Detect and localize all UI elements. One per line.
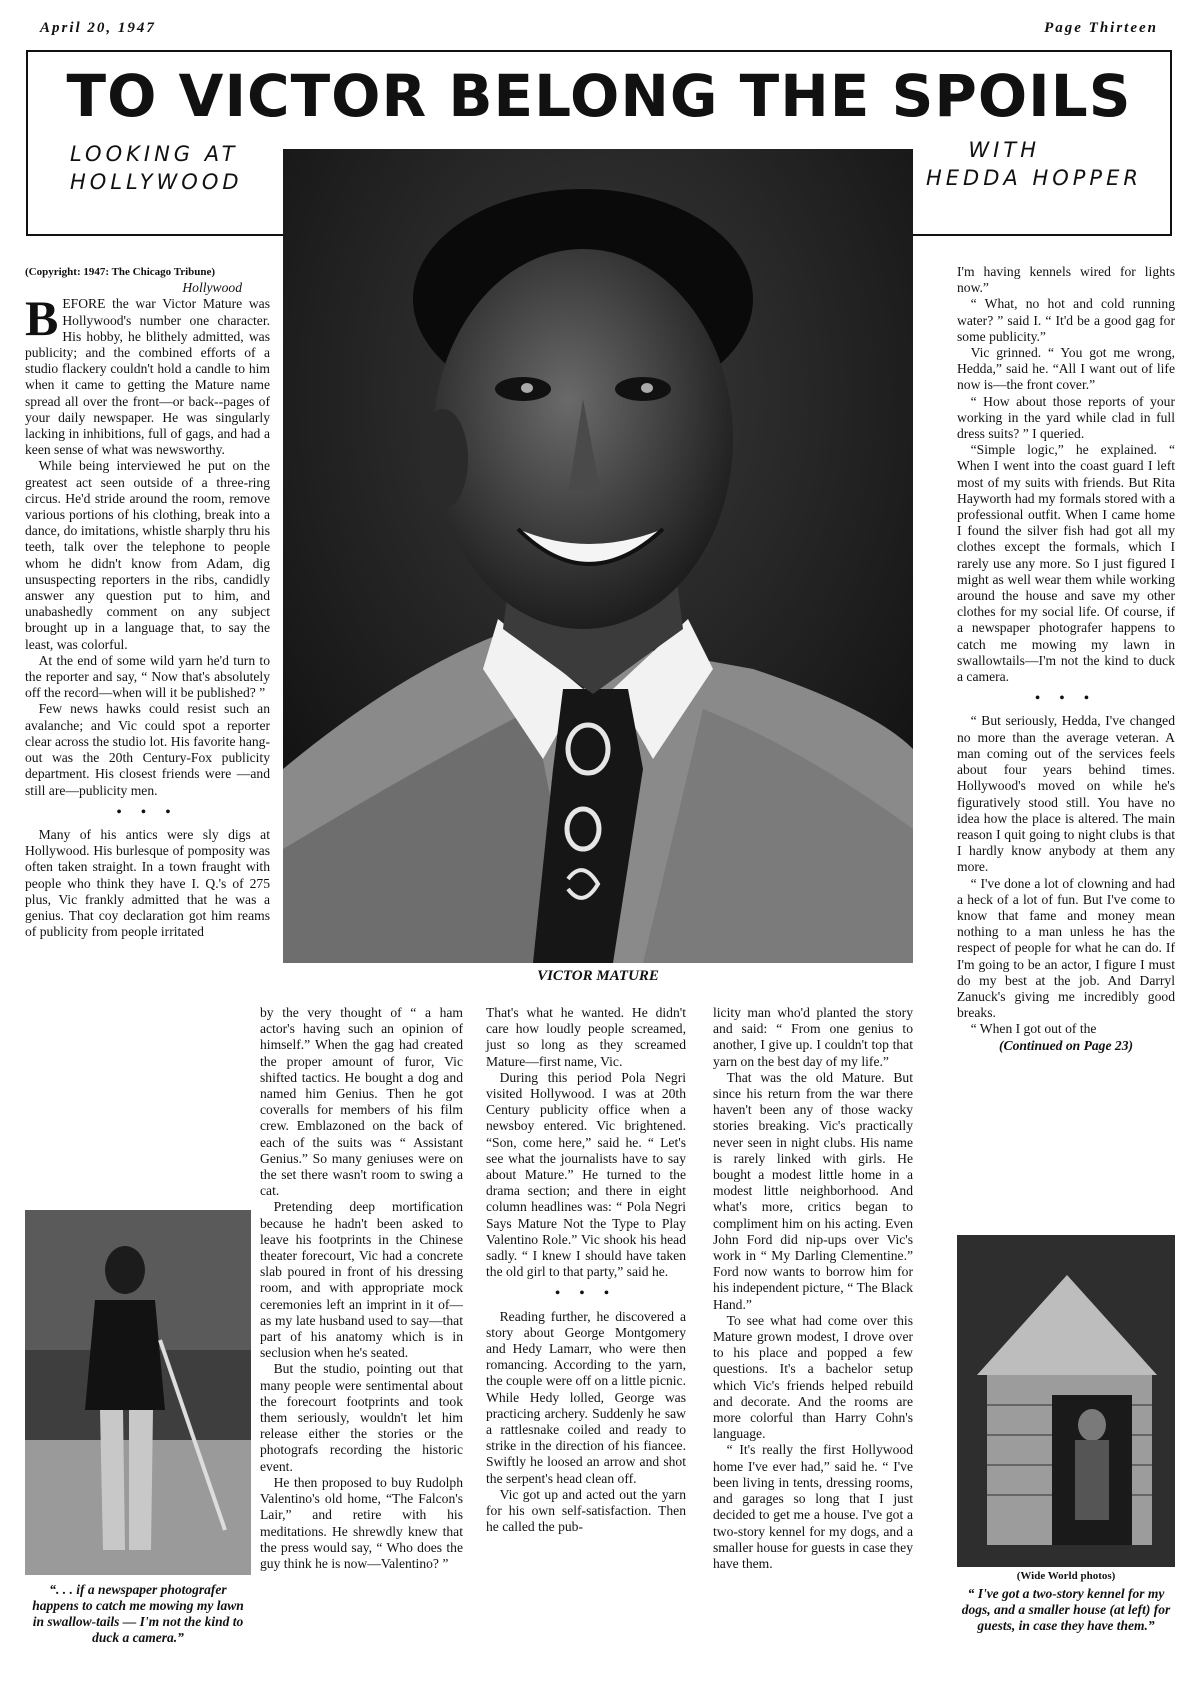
copyright-line: (Copyright: 1947: The Chicago Tribune): [25, 266, 216, 278]
article-paragraph: While being interviewed he put on the greatest act seen outside of a three-ring circus. He'd stride around the room, remove various portions of his clothing, break into a dance, do imitations, whistle sharply thru his teeth, talk over the telephone to people whom he didn't know from Adam, dig unsuspecting reporters in the ribs, candidly answer any question put to him, and unabashedly comment on any subject brought up in a language that, to say the least, was colorful.: [25, 458, 270, 652]
article-paragraph: “Simple logic,” he explained. “ When I went into the coast guard I left most of my suits with friends. But Rita Hayworth had my formals stored with a professional outfit. When I came home I found the silver fish had got all my clothes except the formals, which I rarely use any more. So I just figured I might as well wear them while working around the house and save my other clothes for my social life. Of course, if a newspaper photografer happens to catch me mowing my lawn in swallowtails—I'm not the kind to duck a camera.: [957, 442, 1175, 685]
article-paragraph: Many of his antics were sly digs at Hollywood. His burlesque of pomposity was often taken straight. In a town fraught with people who think they have I. Q.'s of 275 plus, Vic frankly admitted that he was a genius. That coy declaration got him reams of publicity from people irritated: [25, 826, 270, 940]
article-paragraph: But the studio, pointing out that many people were sentimental about the forecourt footprints and took them seriously, wouldn't let him release either the stories or the photografs recording the historic event.: [260, 1361, 463, 1474]
column-2: [260, 1005, 463, 1572]
deck-left-line2: HOLLYWOOD: [70, 170, 243, 194]
article-paragraph: “ It's really the first Hollywood home I've ever had,” said he. “ I've been living in tents, dressing rooms, and garages so long that I just decided to get me a house. I've got a two-story kennel for my dogs, and a smaller house for guests in case they have them.: [713, 1442, 913, 1571]
article-paragraph: Vic grinned. “ You got me wrong, Hedda,” said he. “All I want out of life now is—the front cover.”: [957, 345, 1175, 393]
article-paragraph: That was the old Mature. But since his return from the war there haven't been any of those wacky stories breaking. Vic's practically never seen in night clubs. His name is rarely linked with girls. He bought a modest little home in a modest little neighborhood. And what's more, critics began to compliment him on his acting. Even John Ford did nip-ups over Vic's work in “ My Darling Clementine.” Ford now wants to borrow him for his independent picture, “ The Black Hand.”: [713, 1069, 913, 1312]
article-paragraph: “ I've done a lot of clowning and had a heck of a lot of fun. But I've come to know that fame and money mean nothing to a man unless he has the respect of people for what he can do. If I'm going to be an actor, I figure I must do my best at the job. And Darryl Zanuck's giving me incredibly good breaks.: [957, 875, 1175, 1021]
kennel-photo-caption: “ I've got a two-story kennel for my dogs, and a smaller house (at left) for guests, in case they have them.”: [961, 1586, 1171, 1633]
article-paragraph: To see what had come over this Mature grown modest, I drove over to his place and popped a few questions. It's a bachelor setup which Vic's friends helped rebuild and decorate. And the rooms are more colorful than Harry Cohn's language.: [713, 1312, 913, 1442]
victor-mature-photo: [283, 149, 913, 963]
article-paragraph: Vic got up and acted out the yarn for his own self-satisfaction. Then he called the pub-: [486, 1486, 686, 1535]
column-1: [25, 264, 270, 940]
article-paragraph: Few news hawks could resist such an avalanche; and Vic could spot a reporter clear across the studio lot. His favorite hang-out was the 20th Century-Fox publicity department. His closest friends were —and still are—publicity men.: [25, 701, 270, 798]
section-break: • • •: [1035, 691, 1097, 707]
page-number: Page Thirteen: [1044, 20, 1158, 36]
article-paragraph: licity man who'd planted the story and said: “ From one genius to another, I give up. I couldn't top that yarn on the best day of my life.”: [713, 1005, 913, 1069]
issue-date: April 20, 1947: [40, 20, 156, 36]
column-3: [486, 1005, 686, 1536]
article-paragraph: At the end of some wild yarn he'd turn to the reporter and say, “ Now that's absolutely off the record—when will it be published? ”: [25, 652, 270, 701]
section-break: • • •: [116, 804, 179, 820]
article-paragraph: That's what he wanted. He didn't care how loudly people screamed, just so long as they screamed Mature—first name, Vic.: [486, 1005, 686, 1069]
article-paragraph: He then proposed to buy Rudolph Valentino's old home, “The Falcon's Lair,” and retire with his meditations. He shrewdly knew that the press would say, “ Who does the guy think he is now—Valentino? ”: [260, 1474, 463, 1571]
article-paragraph: “ How about those reports of your working in the yard while clad in full dress suits? ” I queried.: [957, 393, 1175, 442]
deck-right-byline: [926, 164, 1142, 192]
article-paragraph: During this period Pola Negri visited Hollywood. I was at 20th Century publicity office when a newsboy entered. Vic brightened. “Son, come here,” said he. “ Let's see what the journalists have to say about Mature.” He turned to the drama section; and there in eight column headlines was: “ Pola Negri Says Mature Not the Type to Play Valentino Role.” Vic shook his head sadly. “ I knew I should have taken the old girl to that party,” said he.: [486, 1069, 686, 1280]
lawn-photo-caption: “. . . if a newspaper photografer happens to catch me mowing my lawn in swallow-tails — I'm not the kind to duck a camera.”: [32, 1582, 244, 1645]
kennel-illustration: [957, 1235, 1175, 1567]
continued-note: (Continued on Page 23): [998, 1037, 1134, 1053]
headline: TO VICTOR BELONG THE SPOILS: [66, 62, 1132, 130]
photo-credit: (Wide World photos): [1016, 1570, 1116, 1582]
deck-right-line1: WITH: [968, 138, 1040, 162]
column-4: [713, 1005, 913, 1572]
column-5: [957, 264, 1175, 1054]
article-paragraph: Reading further, he discovered a story about George Montgomery and Hedy Lamarr, who were then romancing. According to the yarn, the couple were off on a little picnic. While Hedy lolled, George was practicing archery. Suddenly he saw a rattlesnake coiled and ready to strike in the direction of his fiancee. Swiftly he loosed an arrow and shot the serpent's head clean off.: [486, 1308, 686, 1486]
deck-left: [70, 140, 243, 196]
article-paragraph: Pretending deep mortification because he hadn't been asked to leave his footprints in the Chinese theater forecourt, Vic had a concrete slab poured in front of his dressing room, and with appropriate mock ceremonies left an imprint in it of—as my late husband used to say—that part of his anatomy which is in seclusion when he's seated.: [260, 1199, 463, 1361]
article-paragraph: EFORE the war Victor Mature was Hollywood's number one character. His hobby, he blithely admitted, was publicity; and the combined efforts of a studio flackery couldn't hold a candle to him when it came to getting the Mature name spread all over the front—or back--pages of your daily newspaper. He was singularly lacking in inhibitions, full of gags, and had a keen sense of what was newsworthy.: [25, 296, 270, 458]
mowing-illustration: [25, 1210, 251, 1575]
dateline: Hollywood: [182, 280, 242, 296]
deck-right: [968, 136, 1040, 164]
article-paragraph: by the very thought of “ a ham actor's having such an opinion of himself.” When the gag had created the proper amount of furor, Vic shifted tactics. He bought a dog and named him Genius. Then he got coveralls for members of his film crew. Emblazoned on the back of each of the suits was “ Assistant Genius.” So many geniuses were on the set there wasn't room to swing a cat.: [260, 1005, 463, 1199]
lawn-mowing-photo: [25, 1210, 251, 1575]
article-paragraph: “ What, no hot and cold running water? ” said I. “ It'd be a good gag for some publicity.”: [957, 296, 1175, 344]
deck-left-line1: LOOKING AT: [70, 142, 239, 166]
kennel-photo: [957, 1235, 1175, 1567]
deck-right-line2: HEDDA HOPPER: [926, 166, 1142, 190]
article-paragraph: “ When I got out of the: [970, 1021, 1097, 1037]
article-paragraph: “ But seriously, Hedda, I've changed no more than the average veteran. A man coming out of the services feels about four years behind times. Hollywood's moved on while he's figuratively stood still. You have no idea how the place is altered. The main reason I quit going to night clubs is that I hardly know anybody at them any more.: [957, 713, 1175, 875]
portrait-illustration: [283, 149, 913, 963]
section-break: • • •: [555, 1286, 617, 1302]
article-paragraph: I'm having kennels wired for lights now.”: [957, 264, 1175, 296]
main-photo-caption: VICTOR MATURE: [537, 968, 659, 984]
drop-cap: B: [25, 290, 59, 347]
